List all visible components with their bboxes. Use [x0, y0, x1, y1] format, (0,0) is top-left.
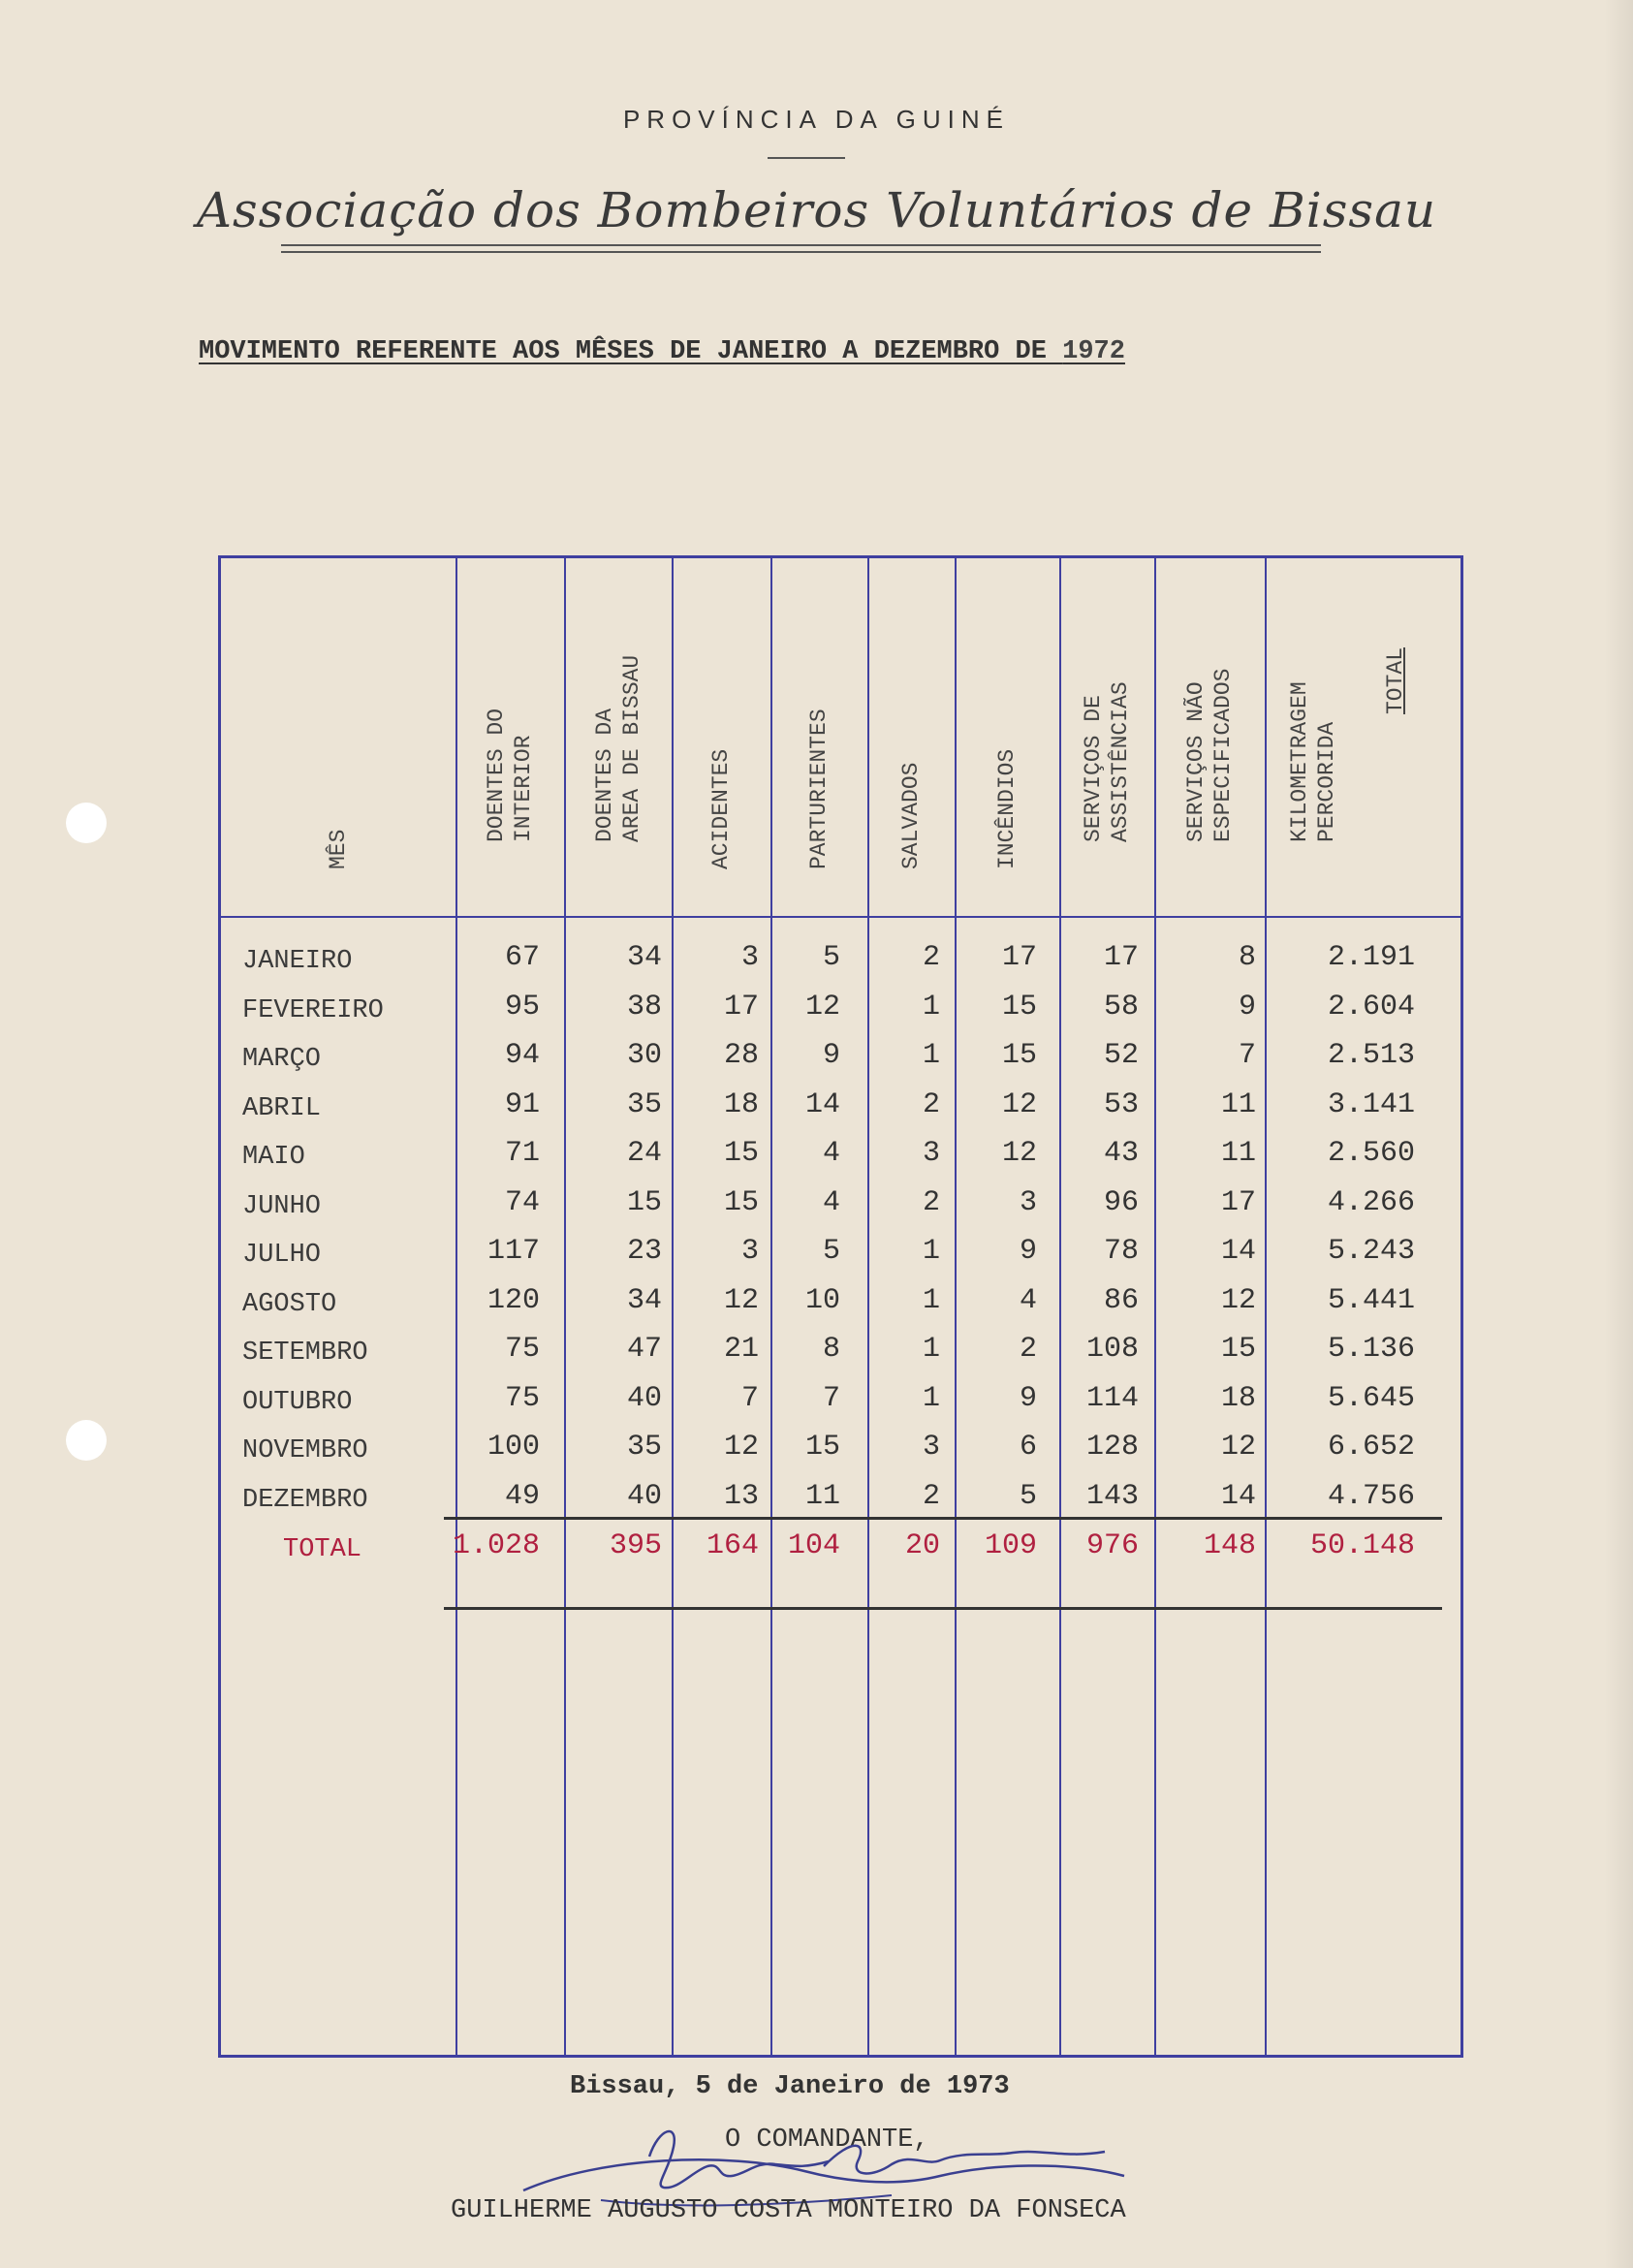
header-doentes-interior — [455, 577, 564, 897]
heading-divider — [768, 157, 845, 159]
header-col8-line1: SERVIÇOS NÃO — [1183, 681, 1209, 842]
table-cell: 1 — [922, 1235, 940, 1268]
table-cell: 94 — [504, 1039, 540, 1072]
table-cell: 7 — [1238, 1039, 1256, 1072]
table-cell: 11 — [804, 1479, 840, 1513]
table-cell: 1 — [922, 1039, 940, 1072]
table-cell: 14 — [1220, 1235, 1256, 1268]
table-cell: 8 — [822, 1333, 840, 1366]
table-cell: 14 — [1220, 1479, 1256, 1513]
table-cell: 1 — [922, 1283, 940, 1317]
header-acidentes — [672, 577, 770, 897]
header-col9-line2: PERCORIDA — [1314, 721, 1339, 842]
header-col2-line1: DOENTES DA — [591, 708, 617, 842]
table-cell: 23 — [626, 1235, 662, 1268]
table-cell: 100 — [487, 1431, 540, 1464]
punch-hole-top — [66, 803, 107, 843]
total-cell: 164 — [706, 1529, 759, 1562]
header-col1-line2: INTERIOR — [511, 735, 536, 842]
table-cell: 96 — [1103, 1185, 1139, 1219]
table-cell: 14 — [804, 1087, 840, 1121]
header-col7-line1: SERVIÇOS DE — [1081, 695, 1106, 842]
place-and-date: Bissau, 5 de Janeiro de 1973 — [570, 2072, 1010, 2101]
table-cell: 2 — [922, 1087, 940, 1121]
header-parturientes — [770, 577, 867, 897]
table-cell: 3 — [740, 941, 759, 974]
table-cell: 53 — [1103, 1087, 1139, 1121]
punch-hole-bottom — [66, 1420, 107, 1461]
total-cell: 109 — [984, 1529, 1037, 1562]
table-cell: 2.513 — [1327, 1039, 1415, 1072]
total-cell: 395 — [609, 1529, 662, 1562]
signatory-role: O COMANDANTE, — [725, 2126, 929, 2155]
table-cell: 24 — [626, 1137, 662, 1170]
table-cell: 4 — [1019, 1283, 1037, 1317]
total-cell: 1.028 — [452, 1529, 540, 1562]
table-cell: 12 — [1001, 1087, 1037, 1121]
table-cell: 143 — [1085, 1479, 1139, 1513]
table-cell: 5.243 — [1327, 1235, 1415, 1268]
header-doentes-bissau — [564, 577, 672, 897]
month-label: ABRIL — [242, 1093, 322, 1123]
table-cell: 35 — [626, 1431, 662, 1464]
table-cell: 17 — [723, 990, 759, 1024]
report-year: 1972 — [1062, 337, 1125, 366]
table-cell: 2.560 — [1327, 1137, 1415, 1170]
table-cell: 2.604 — [1327, 990, 1415, 1024]
header-total — [1362, 572, 1429, 741]
table-cell: 2 — [922, 1479, 940, 1513]
header-mes — [221, 577, 455, 897]
table-cell: 47 — [626, 1333, 662, 1366]
table-cell: 3 — [1019, 1185, 1037, 1219]
table-cell: 9 — [822, 1039, 840, 1072]
total-cell: 50.148 — [1309, 1529, 1415, 1562]
table-cell: 2 — [922, 941, 940, 974]
table-cell: 58 — [1103, 990, 1139, 1024]
table-cell: 28 — [723, 1039, 759, 1072]
header-col3-line1: ACIDENTES — [708, 748, 734, 869]
total-row-label: TOTAL — [283, 1535, 362, 1564]
header-servicos-nao-especificados — [1154, 577, 1265, 897]
month-label: JANEIRO — [242, 947, 353, 976]
table-cell: 15 — [1220, 1333, 1256, 1366]
table-cell: 75 — [504, 1381, 540, 1415]
total-rule-upper — [444, 1517, 1442, 1520]
header-col6-line1: INCÊNDIOS — [994, 748, 1020, 869]
table-cell: 6.652 — [1327, 1431, 1415, 1464]
table-cell: 1 — [922, 990, 940, 1024]
month-label: MAIO — [242, 1143, 305, 1172]
month-label: OUTUBRO — [242, 1387, 353, 1417]
report-title — [199, 337, 1125, 366]
table-cell: 5.136 — [1327, 1333, 1415, 1366]
table-cell: 35 — [626, 1087, 662, 1121]
letterhead-double-rule — [281, 244, 1321, 253]
header-col7-line2: ASSISTÊNCIAS — [1108, 681, 1133, 842]
table-cell: 9 — [1019, 1235, 1037, 1268]
table-cell: 120 — [487, 1283, 540, 1317]
table-cell: 5.645 — [1327, 1381, 1415, 1415]
table-cell: 78 — [1103, 1235, 1139, 1268]
table-cell: 49 — [504, 1479, 540, 1513]
table-cell: 15 — [723, 1137, 759, 1170]
table-cell: 15 — [723, 1185, 759, 1219]
table-cell: 114 — [1085, 1381, 1139, 1415]
table-cell: 52 — [1103, 1039, 1139, 1072]
table-cell: 108 — [1085, 1333, 1139, 1366]
table-cell: 3 — [740, 1235, 759, 1268]
table-cell: 12 — [804, 990, 840, 1024]
table-cell: 91 — [504, 1087, 540, 1121]
table-cell: 4.266 — [1327, 1185, 1415, 1219]
table-cell: 7 — [822, 1381, 840, 1415]
table-cell: 9 — [1238, 990, 1256, 1024]
table-cell: 30 — [626, 1039, 662, 1072]
table-cell: 12 — [1001, 1137, 1037, 1170]
table-cell: 2 — [1019, 1333, 1037, 1366]
table-cell: 15 — [1001, 990, 1037, 1024]
table-cell: 8 — [1238, 941, 1256, 974]
total-cell: 148 — [1203, 1529, 1256, 1562]
signatory-name: GUILHERME AUGUSTO COSTA MONTEIRO DA FONSECA — [451, 2196, 1126, 2225]
total-rule-lower — [444, 1607, 1442, 1610]
table-cell: 2.191 — [1327, 941, 1415, 974]
header-col9-line1: KILOMETRAGEM — [1287, 681, 1312, 842]
header-mes-text: MÊS — [326, 829, 351, 869]
table-cell: 40 — [626, 1381, 662, 1415]
table-cell: 1 — [922, 1381, 940, 1415]
table-cell: 117 — [487, 1235, 540, 1268]
table-cell: 11 — [1220, 1137, 1256, 1170]
table-cell: 34 — [626, 1283, 662, 1317]
table-cell: 86 — [1103, 1283, 1139, 1317]
table-cell: 2 — [922, 1185, 940, 1219]
table-cell: 15 — [1001, 1039, 1037, 1072]
table-cell: 21 — [723, 1333, 759, 1366]
table-cell: 13 — [723, 1479, 759, 1513]
month-label: JULHO — [242, 1241, 322, 1270]
table-cell: 43 — [1103, 1137, 1139, 1170]
table-cell: 5 — [822, 1235, 840, 1268]
total-cell: 104 — [787, 1529, 840, 1562]
header-col2-line2: AREA DE BISSAU — [618, 654, 644, 842]
header-col4-line1: PARTURIENTES — [806, 709, 832, 869]
province-heading: PROVÍNCIA DA GUINÉ — [622, 105, 1011, 134]
table-cell: 34 — [626, 941, 662, 974]
page-edge-shadow — [1604, 0, 1633, 2268]
table-cell: 4 — [822, 1137, 840, 1170]
month-label: JUNHO — [242, 1191, 322, 1221]
table-cell: 10 — [804, 1283, 840, 1317]
header-separator — [218, 916, 1463, 918]
table-cell: 18 — [723, 1087, 759, 1121]
table-cell: 6 — [1019, 1431, 1037, 1464]
table-cell: 12 — [1220, 1283, 1256, 1317]
association-name: Associação dos Bombeiros Voluntários de Bissau — [196, 182, 1437, 238]
table-cell: 4 — [822, 1185, 840, 1219]
table-cell: 5 — [822, 941, 840, 974]
table-cell: 3 — [922, 1137, 940, 1170]
table-cell: 1 — [922, 1333, 940, 1366]
table-cell: 4.756 — [1327, 1479, 1415, 1513]
table-cell: 38 — [626, 990, 662, 1024]
header-incendios — [955, 577, 1059, 897]
table-cell: 67 — [504, 941, 540, 974]
header-total-text: TOTAL — [1383, 646, 1408, 714]
table-cell: 15 — [626, 1185, 662, 1219]
table-cell: 5.441 — [1327, 1283, 1415, 1317]
table-cell: 12 — [1220, 1431, 1256, 1464]
table-cell: 128 — [1085, 1431, 1139, 1464]
header-col1-line1: DOENTES DO — [484, 708, 509, 842]
table-cell: 5 — [1019, 1479, 1037, 1513]
table-cell: 95 — [504, 990, 540, 1024]
month-label: MARÇO — [242, 1045, 322, 1074]
table-cell: 11 — [1220, 1087, 1256, 1121]
table-cell: 9 — [1019, 1381, 1037, 1415]
month-label: AGOSTO — [242, 1289, 337, 1319]
header-col5-line1: SALVADOS — [898, 762, 924, 869]
header-kilometragem — [1265, 577, 1362, 897]
table-cell: 75 — [504, 1333, 540, 1366]
total-cell: 976 — [1085, 1529, 1139, 1562]
table-cell: 3.141 — [1327, 1087, 1415, 1121]
table-cell: 17 — [1103, 941, 1139, 974]
table-cell: 74 — [504, 1185, 540, 1219]
total-cell: 20 — [904, 1529, 940, 1562]
month-label: SETEMBRO — [242, 1339, 368, 1368]
table-cell: 12 — [723, 1431, 759, 1464]
table-cell: 40 — [626, 1479, 662, 1513]
header-salvados — [867, 577, 955, 897]
table-cell: 17 — [1001, 941, 1037, 974]
table-cell: 15 — [804, 1431, 840, 1464]
header-servicos-assistencias — [1059, 577, 1154, 897]
header-col8-line2: ESPECIFICADOS — [1210, 668, 1236, 842]
month-label: FEVEREIRO — [242, 995, 384, 1025]
month-label: NOVEMBRO — [242, 1436, 368, 1465]
table-cell: 7 — [740, 1381, 759, 1415]
report-title-text: MOVIMENTO REFERENTE AOS MÊSES DE JANEIRO A DEZEMBRO DE — [199, 337, 1063, 366]
table-cell: 3 — [922, 1431, 940, 1464]
table-cell: 71 — [504, 1137, 540, 1170]
table-cell: 18 — [1220, 1381, 1256, 1415]
table-cell: 12 — [723, 1283, 759, 1317]
month-label: DEZEMBRO — [242, 1485, 368, 1515]
table-cell: 17 — [1220, 1185, 1256, 1219]
